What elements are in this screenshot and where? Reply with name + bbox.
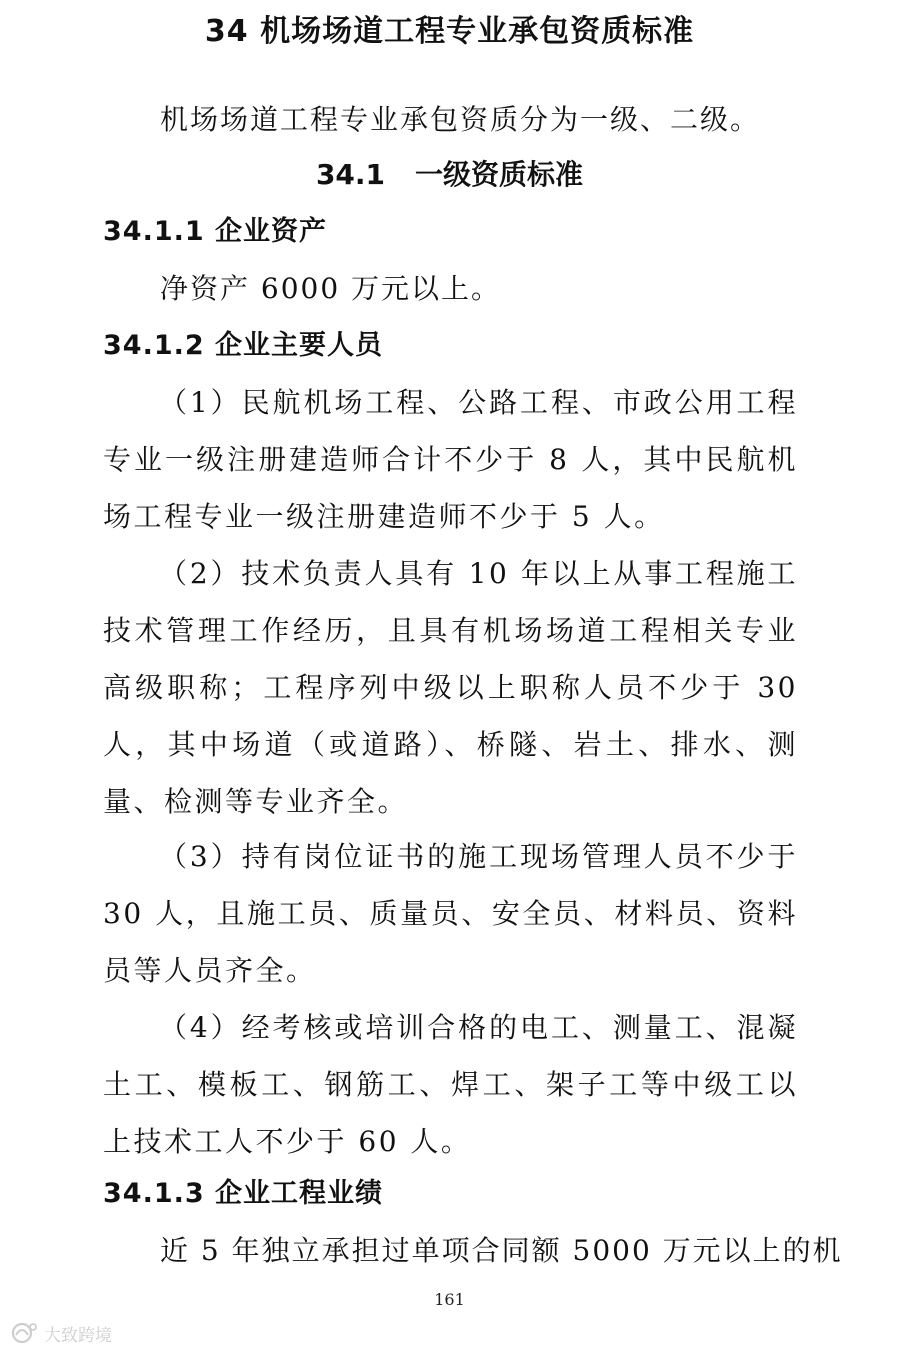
personnel-item-1: （1）民航机场工程、公路工程、市政公用工程专业一级注册建造师合计不少于 8 人，其中民航机场工程专业一级注册建造师不少于 5 人。 [103, 386, 798, 533]
personnel-item-3: （3）持有岗位证书的施工现场管理人员不少于 30 人，且施工员、质量员、安全员、材料员、资料员等人员齐全。 [103, 840, 798, 987]
subsection-heading-performance: 34.1.3 企业工程业绩 [103, 1178, 384, 1209]
section-heading [0, 153, 899, 197]
personnel-item-2: （2）技术负责人具有 10 年以上从事工程施工技术管理工作经历，且具有机场场道工程相关专业高级职称；工程序列中级以上职称人员不少于 30 人，其中场道（或道路）、桥隧、岩土、排水、测量、检测等专业齐全。 [103, 557, 798, 818]
intro-paragraph: 机场场道工程专业承包资质分为一级、二级。 [160, 103, 761, 136]
watermark-text: 大致跨境 [44, 1325, 112, 1346]
document-title: 34 机场场道工程专业承包资质标准 [204, 14, 695, 49]
section-number: 34.1 [315, 158, 386, 191]
performance-paragraph: 近 5 年独立承担过单项合同额 5000 万元以上的机 [160, 1234, 843, 1267]
assets-paragraph: 净资产 6000 万元以上。 [160, 272, 502, 305]
section-label: 一级资质标准 [415, 158, 584, 191]
subsection-heading-personnel: 34.1.2 企业主要人员 [103, 330, 384, 361]
watermark-logo-icon [10, 1321, 40, 1345]
watermark [10, 1318, 112, 1348]
page-number: 161 [434, 1290, 465, 1309]
personnel-item-4: （4）经考核或培训合格的电工、测量工、混凝土工、模板工、钢筋工、焊工、架子工等中级工以上技术工人不少于 60 人。 [103, 1011, 798, 1158]
subsection-heading-assets: 34.1.1 企业资产 [103, 216, 328, 247]
